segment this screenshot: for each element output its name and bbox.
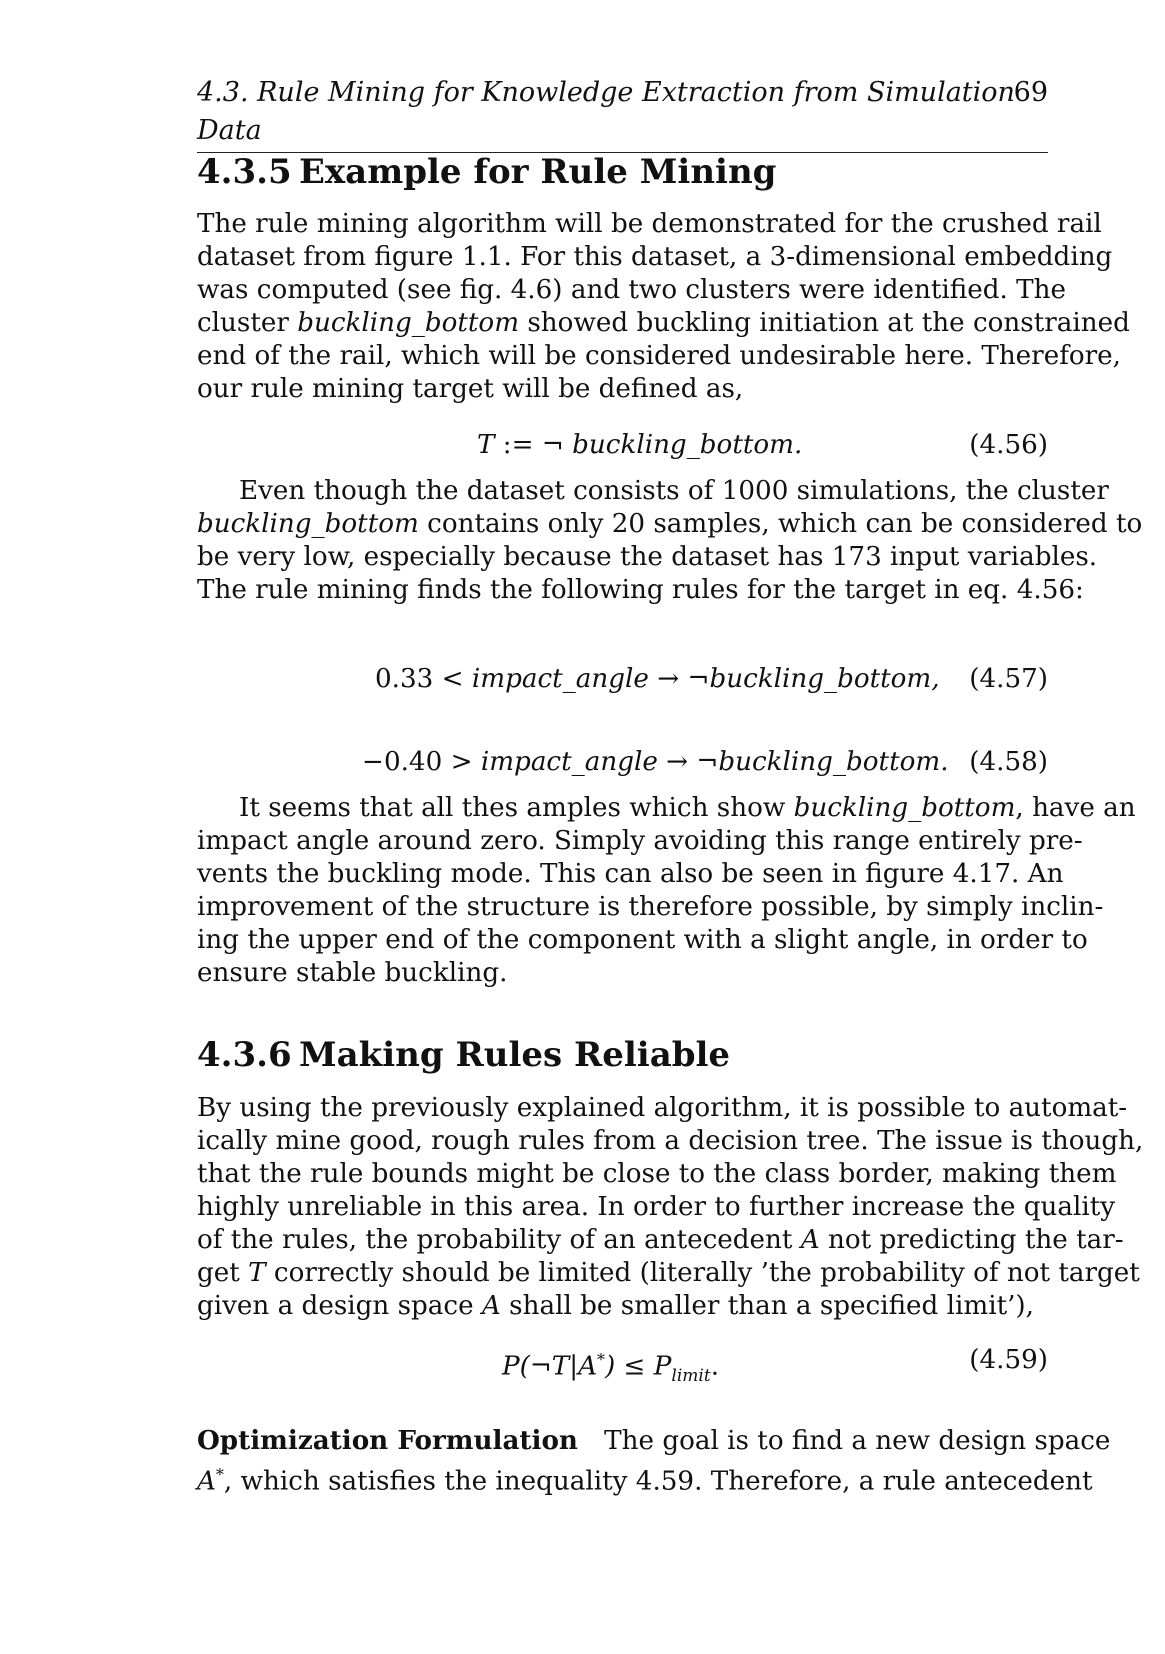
math-var: impact_angle: [471, 664, 649, 694]
text-line: [197, 1424, 1111, 1458]
paragraph-reliability: [197, 1092, 1144, 1323]
math-var: buckling_bottom,: [709, 664, 940, 694]
text-line: By using the previously explained algorithm, it is possible to automat-: [197, 1093, 1128, 1123]
text-line: ically mine good, rough rules from a decision tree. The issue is though,: [197, 1126, 1144, 1156]
math-expr: ) ≤ P: [604, 1351, 672, 1382]
text-run: , which satisfies the inequality 4.59. Therefore, a rule antecedent: [223, 1466, 1093, 1497]
text-line: [197, 307, 1130, 340]
section-title: Example for Rule Mining: [299, 152, 777, 192]
text-run: correctly should be limited (literally ’the probability of not target: [265, 1258, 1140, 1288]
math-sup: *: [596, 1350, 605, 1369]
text-run: cluster: [197, 308, 298, 338]
equation-body: [502, 1343, 719, 1393]
paragraph-heading: Optimization Formulation: [197, 1425, 578, 1456]
text-run: shall be smaller than a specified limit’),: [500, 1291, 1034, 1321]
section-heading-4-3-5: [197, 150, 776, 194]
section-number: 4.3.6: [197, 1035, 292, 1075]
text-line: ensure stable buckling.: [197, 958, 508, 988]
paragraph-optimization: [197, 1424, 1111, 1499]
math-var: T: [248, 1258, 266, 1288]
math-var: impact_angle: [480, 747, 658, 777]
text-line: vents the buckling mode. This can also be seen in figure 4.17. An: [197, 859, 1064, 889]
text-run: [578, 1426, 604, 1456]
equation-4-56: [197, 428, 1048, 462]
text-run: get: [197, 1258, 249, 1288]
math-op: → ¬: [648, 664, 710, 694]
text-line: improvement of the structure is therefore possible, by simply inclin-: [197, 892, 1104, 922]
math-sub: limit: [671, 1365, 711, 1386]
text-line: our rule mining target will be defined as,: [197, 374, 744, 404]
cluster-name: buckling_bottom: [297, 308, 520, 338]
section-title: Making Rules Reliable: [299, 1035, 731, 1075]
text-run: , have an: [1015, 793, 1136, 823]
text-line: was computed (see fig. 4.6) and two clusters were identified. The: [197, 275, 1066, 305]
equation-4-58: [197, 745, 1048, 779]
equation-number: (4.56): [969, 430, 1048, 460]
text-line: [197, 1458, 1093, 1499]
text-run: of the rules, the probability of an antecedent: [197, 1225, 801, 1255]
text-line: dataset from figure 1.1. For this dataset, a 3-dimensional embedding: [197, 242, 1113, 272]
math-var: A: [800, 1225, 820, 1255]
text-run: not predicting the tar-: [819, 1225, 1124, 1255]
text-line: impact angle around zero. Simply avoiding this range entirely pre-: [197, 826, 1083, 856]
text-run: The goal is to find a new design space: [604, 1426, 1111, 1456]
math-punct: .: [710, 1351, 720, 1382]
cluster-name: buckling_bottom: [793, 793, 1016, 823]
text-line: [197, 1290, 1048, 1323]
math-op: := ¬: [494, 430, 573, 460]
math-var: buckling_bottom.: [718, 747, 949, 777]
text-line: be very low, especially because the dataset has 173 input variables.: [197, 542, 1098, 572]
text-line: highly unreliable in this area. In order to further increase the quality: [197, 1192, 1116, 1222]
text-run: contains only 20 samples, which can be considered to: [418, 509, 1143, 539]
equation-number: (4.58): [969, 747, 1048, 777]
text-run: It seems that all thes amples which show: [239, 793, 794, 823]
running-title: 4.3. Rule Mining for Knowledge Extraction from Simulation Data: [197, 77, 1015, 146]
math-op: → ¬: [657, 747, 719, 777]
paragraph-dataset: [197, 475, 1143, 607]
text-line: The rule mining algorithm will be demonstrated for the crushed rail: [197, 209, 1102, 239]
equation-body: [477, 428, 802, 462]
math-const: −0.40 >: [362, 747, 481, 777]
section-heading-4-3-6: [197, 1033, 730, 1077]
cluster-name: buckling_bottom: [197, 509, 419, 539]
text-line: Even though the dataset consists of 1000 simulations, the cluster: [239, 476, 1109, 506]
text-line: [197, 792, 1136, 825]
running-header: [197, 74, 1048, 153]
equation-body: [362, 745, 949, 779]
text-run: showed buckling initiation at the constrained: [519, 308, 1130, 338]
text-run: given a design space: [197, 1291, 482, 1321]
equation-body: [375, 662, 940, 696]
text-line: end of the rail, which will be considered undesirable here. Therefore,: [197, 341, 1121, 371]
equation-number: (4.57): [969, 664, 1048, 694]
math-var: A: [197, 1466, 216, 1497]
paragraph-findings: [197, 792, 1136, 990]
equation-4-59: [197, 1343, 1048, 1386]
section-number: 4.3.5: [197, 152, 292, 192]
text-line: [197, 508, 1143, 541]
page-number: 69: [1013, 77, 1048, 108]
equation-4-57: [197, 662, 1048, 696]
math-expr: P(¬T|A: [502, 1351, 597, 1382]
text-line: [197, 1224, 1124, 1257]
math-var: buckling_bottom.: [572, 430, 803, 460]
math-var: A: [481, 1291, 501, 1321]
text-line: [197, 1257, 1140, 1290]
math-var: T: [477, 430, 495, 460]
math-sup: *: [215, 1465, 224, 1484]
text-line: ing the upper end of the component with a slight angle, in order to: [197, 925, 1088, 955]
math-const: 0.33 <: [375, 664, 472, 694]
text-line: that the rule bounds might be close to the class border, making them: [197, 1159, 1117, 1189]
equation-number: (4.59): [969, 1345, 1048, 1375]
paragraph-intro: [197, 208, 1130, 406]
text-line: The rule mining finds the following rules for the target in eq. 4.56:: [197, 575, 1084, 605]
